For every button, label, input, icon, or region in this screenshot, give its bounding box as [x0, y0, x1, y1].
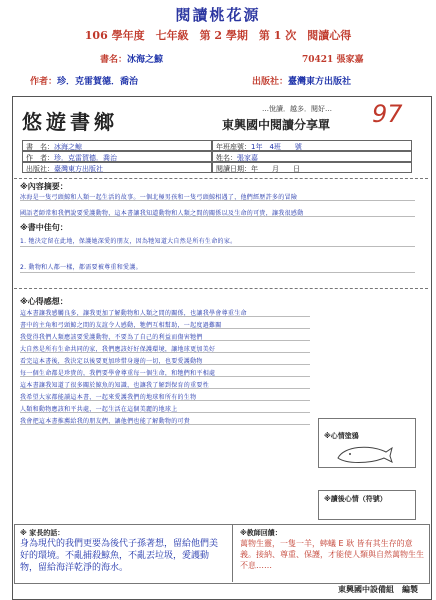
ruled-line [20, 328, 310, 329]
content-line-1: 冰海是一隻弓頭鯨和人類一起生活的故事。一個北極男孩和一隻弓頭鯨相遇了，他們經歷許多的冒險 [20, 194, 298, 201]
ruled-line [20, 412, 310, 413]
form-logo: 悠遊書鄉 [22, 110, 118, 134]
ruled-line [20, 316, 310, 317]
ruled-line [20, 364, 310, 365]
publisher-name: 臺灣東方出版社 [288, 77, 352, 87]
page-title: 閱讀桃花源 [175, 6, 261, 24]
feeling-line: 這本書讓我知道了很多關於鯨魚的知識，也讓我了解到保育的重要性 [20, 382, 210, 389]
ruled-line [20, 376, 310, 377]
ruled-line [20, 200, 415, 201]
field-book-name: 書 名：冰海之鯨 [22, 140, 212, 151]
ruled-line [20, 352, 310, 353]
divider [14, 178, 428, 179]
parent-section-title: ※ 家長的話： [20, 529, 65, 537]
parent-comment: 身為現代的我們更要為後代子孫著想，留給他們美好的環境。不亂捕殺鯨魚，不亂丟垃圾，愛護動物，留給海洋乾淨的海水。 [20, 539, 219, 573]
publisher-header [252, 74, 351, 87]
field-name: 姓名：張家嘉 [212, 151, 412, 162]
divider [14, 288, 428, 289]
feeling-line: 每一個生命都是珍貴的，我們要學會尊重每一個生命，和牠們和平相處 [20, 370, 216, 377]
book-label: 書名： [100, 55, 128, 65]
feeling-line: 人類和動物應該和平共處，一起生活在這個美麗的地球上 [20, 406, 178, 413]
form-footer: 東興國中設備組 編製 [338, 585, 418, 594]
school-title: 東興國中閱讀分享單 [222, 118, 331, 132]
feeling-section-title: ※心得感想： [20, 297, 68, 306]
author-header [30, 74, 138, 87]
sentence-section-title: ※書中佳句： [20, 223, 68, 232]
field-publisher: 出版社：臺灣東方出版社 [22, 162, 212, 173]
sentence-line-2: 2. 動物和人都一樣，都需要被尊重和愛護。 [20, 264, 142, 271]
author-label: 作者： [30, 77, 58, 87]
ruled-line [20, 272, 415, 273]
field-author: 作 者：珍．克雷賀德．喬治 [22, 151, 212, 162]
ruled-line [20, 216, 415, 217]
mood-box-title: ※心情塗鴉 [324, 432, 359, 440]
score: 97 [372, 100, 403, 128]
feeling-line: 大自然是所有生命共同的家，我們應該好好保護環境，讓地球更加美好 [20, 346, 216, 353]
book-name-header [100, 52, 163, 65]
book-name: 冰海之鯨 [127, 55, 164, 65]
page-subtitle: 106 學年度 七年級 第 2 學期 第 1 次 閱讀心得 [84, 29, 352, 42]
field-date: 閱讀日期：年 月 日 [212, 162, 412, 173]
field-class: 年班座號：1年 4班 號 [212, 140, 412, 151]
feeling-line: 看完這本書後，我決定以後要更加珍惜身邊的一切，也要愛護動物 [20, 358, 203, 365]
teacher-comment: 萬物生靈，一隻一羊，蟀蟻 E 耿 皆有其生存的意義。接納、尊重、保護，才能使人類與自然萬物生生不息…… [240, 539, 424, 570]
feeling-line: 這本書讓我感觸良多，讓我更加了解動物和人類之間的關係，也讓我學會尊重生命 [20, 310, 247, 317]
feedback-divider [232, 524, 233, 582]
author-name: 珍．克雷賀德．喬治 [57, 77, 139, 87]
sentence-line-1: 1. 牠決定留在此地，保護她深愛的朋友，因為牠知道大自然是所有生命的家。 [20, 238, 237, 245]
form-slogan: …悅讀．越多．閱好… [262, 105, 332, 113]
feeling-line: 我會把這本書推薦給我的朋友們，讓他們也能了解動物的可貴 [20, 418, 191, 425]
content-line-2: 國語老師常和我們說要愛護動物，這本書讓我知道動物和人類之間的關係以及生命的可貴，讓我很感動 [20, 210, 304, 217]
reader-box-title: ※讀後心情（符號） [324, 495, 387, 503]
ruled-line [20, 400, 310, 401]
ruled-line [20, 424, 310, 425]
whale-doodle-icon [334, 444, 394, 464]
ruled-line [20, 388, 310, 389]
feeling-line: 我覺得我們人類應該要愛護動物，不要為了自己的利益而傷害牠們 [20, 334, 203, 341]
feeling-line: 書中的主角和弓頭鯨之間的友誼令人感動，牠們互相幫助，一起度過難關 [20, 322, 222, 329]
ruled-line [20, 246, 415, 247]
feeling-line: 我希望大家都能讀這本書，一起來愛護我們的地球和所有的生物 [20, 394, 197, 401]
publisher-label: 出版社： [252, 77, 289, 87]
teacher-section-title: ※教師回饋： [240, 529, 282, 537]
content-section-title: ※內容摘要： [20, 182, 68, 191]
ruled-line [20, 340, 310, 341]
student-id: 70421 張家嘉 [302, 55, 364, 65]
